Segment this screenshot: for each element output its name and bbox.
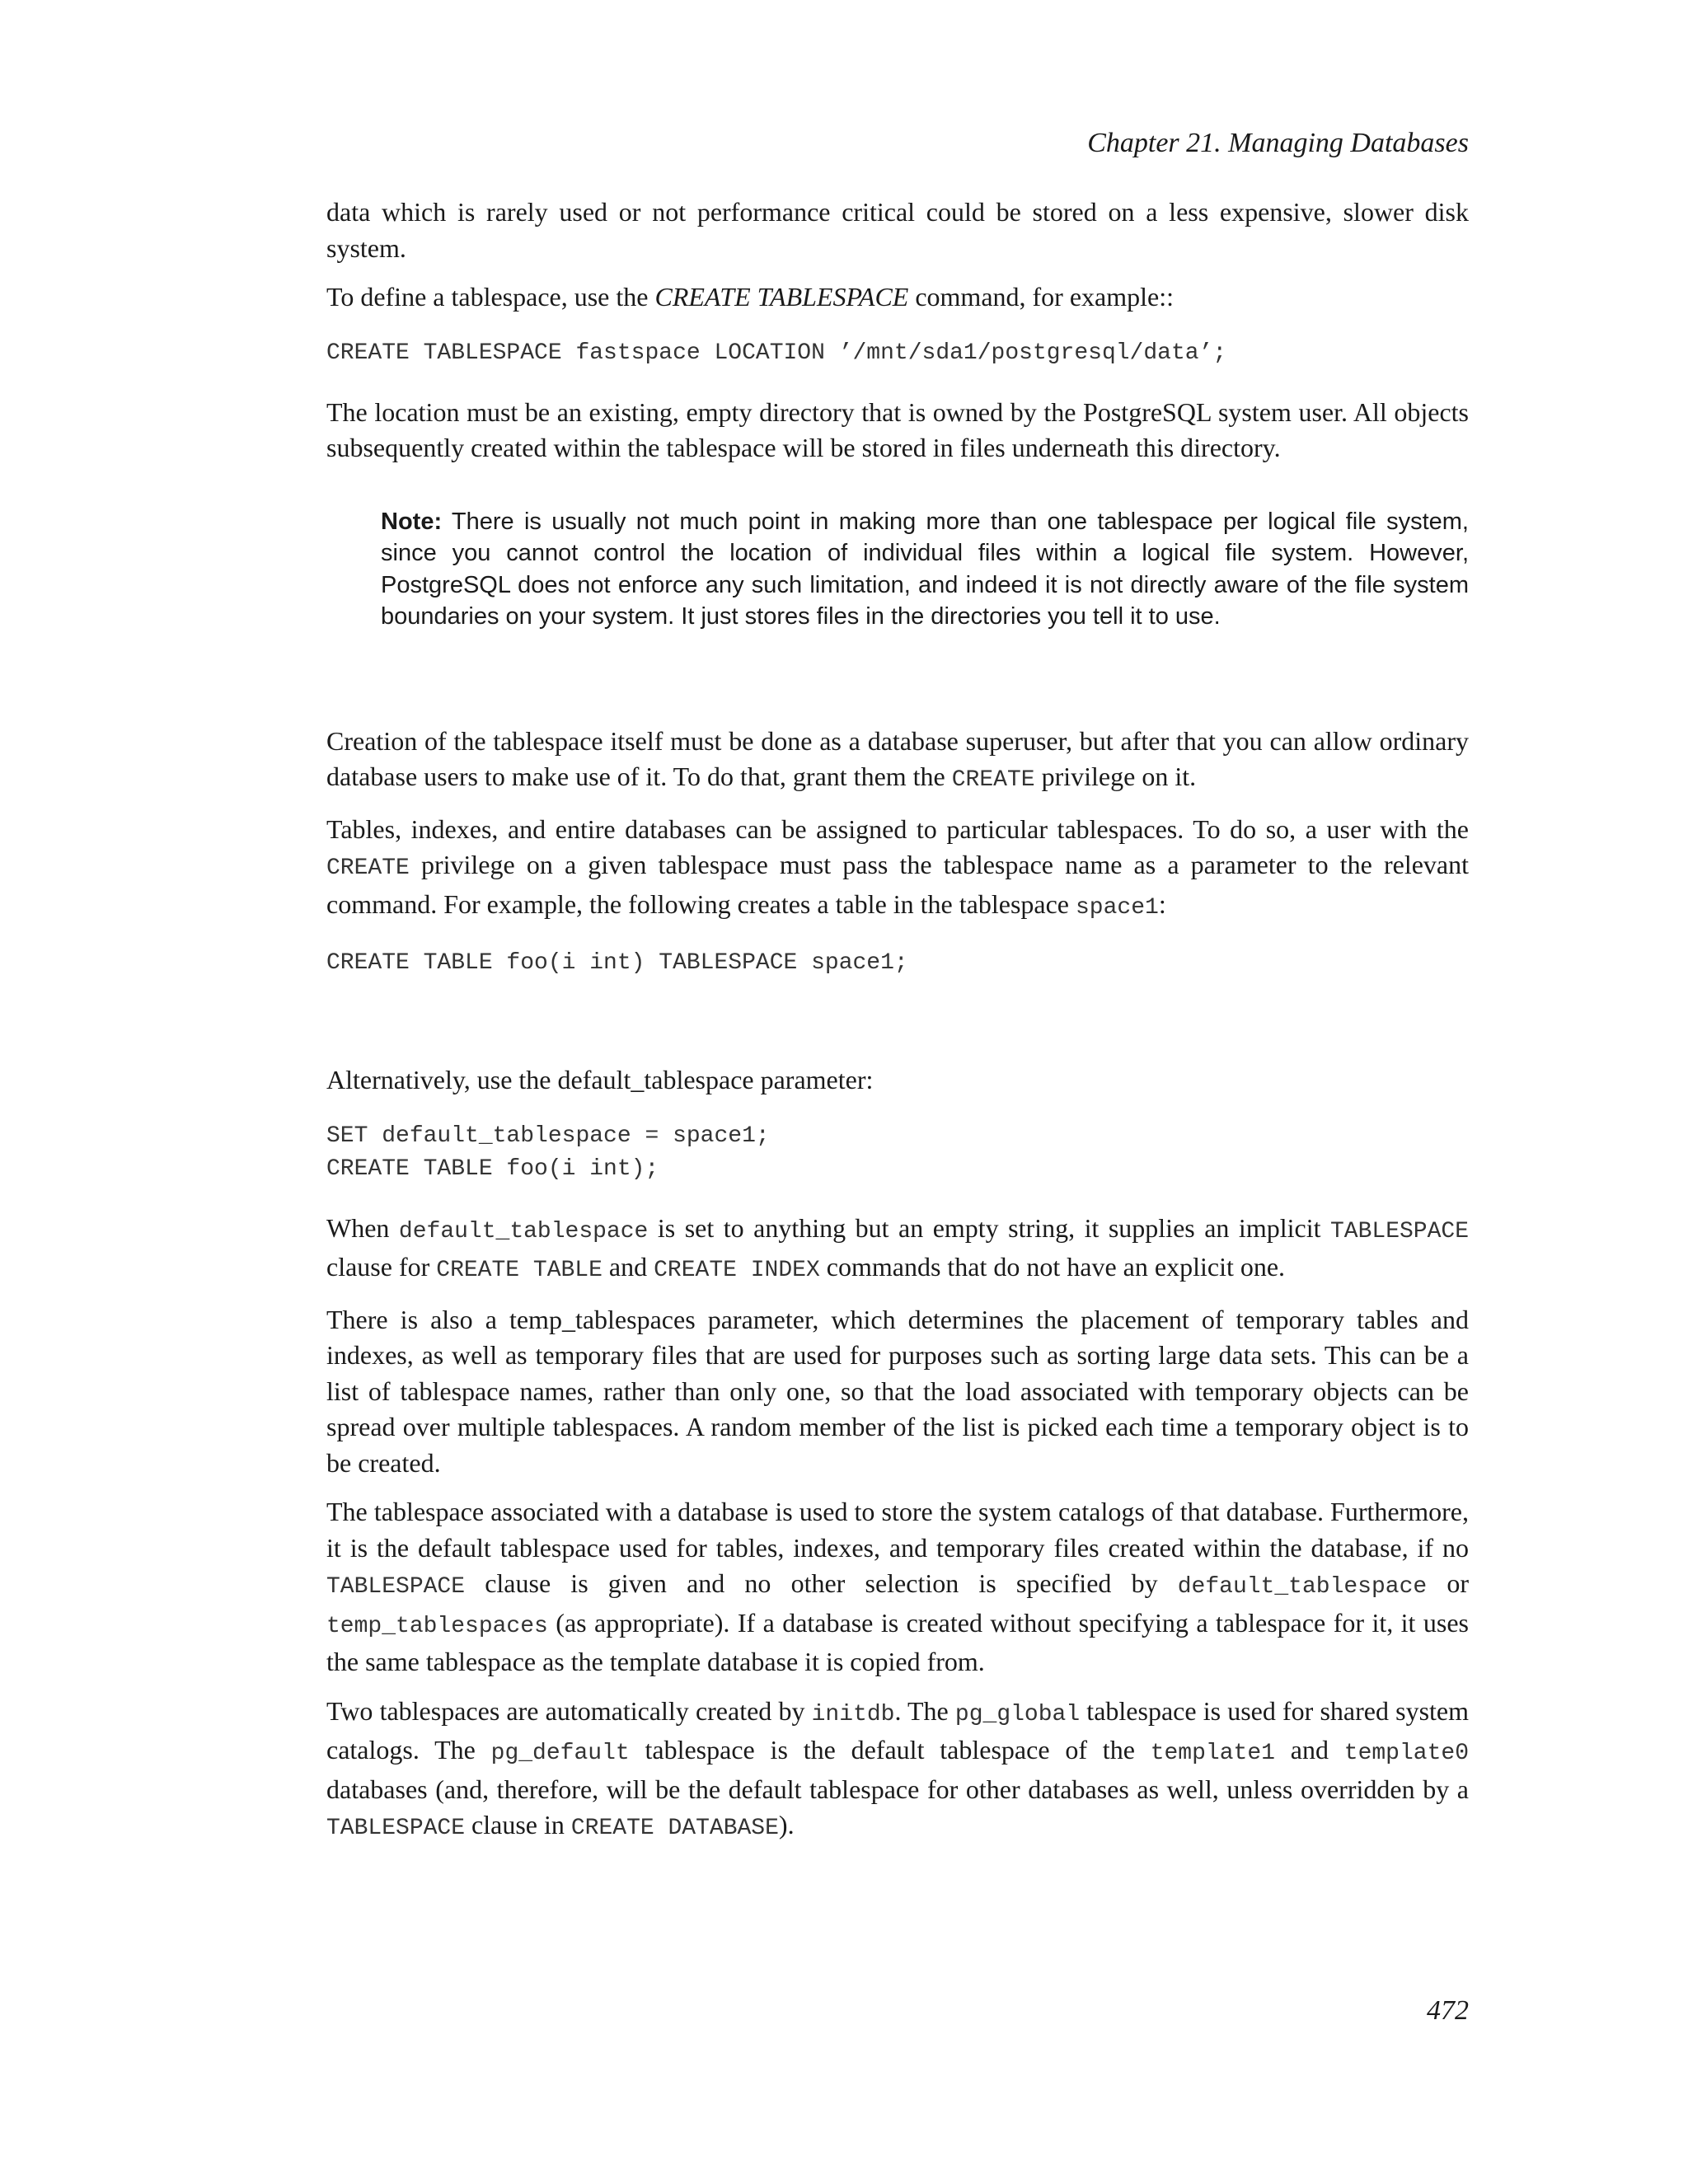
- text-run: databases (and, therefore, will be the default tablespace for other databases as well, unless overridden by a: [326, 1774, 1469, 1804]
- paragraph-superuser: [326, 724, 1469, 799]
- inline-code: default_tablespace: [398, 1218, 649, 1244]
- inline-code: template0: [1343, 1741, 1469, 1766]
- command-name: CREATE TABLESPACE: [654, 282, 909, 312]
- code-block-create-table: CREATE TABLE foo(i int) TABLESPACE space1;: [326, 950, 908, 976]
- inline-code: CREATE: [326, 855, 410, 881]
- text-run: The tablespace associated with a database is used to store the system catalogs of that database. Furthermore, it is the default tablespace used for tables, indexes, and temporary files created within the database, if no: [326, 1497, 1469, 1563]
- note-text: There is usually not much point in making more than one tablespace per logical file system, since you cannot control the location of individual files within a logical file system. However, PostgreSQL does not enforce any such limitation, and indeed it is not directly aware of the file system boundaries on your system. It just stores files in the directories you tell it to use.: [381, 508, 1469, 630]
- text-run: Two tablespaces are automatically created by: [326, 1695, 812, 1726]
- inline-code: TABLESPACE: [326, 1816, 466, 1841]
- text-run: and: [1274, 1735, 1344, 1765]
- paragraph-intro: data which is rarely used or not performance critical could be stored on a less expensive, slower disk system.: [326, 197, 1469, 263]
- inline-code: initdb: [811, 1701, 895, 1727]
- text-run: . The: [894, 1695, 955, 1726]
- text-run: Tables, indexes, and entire databases can be assigned to particular tablespaces. To do so, a user with the: [326, 813, 1469, 844]
- text-run: command, for example::: [908, 282, 1174, 312]
- paragraph-define-tablespace: [326, 279, 1469, 316]
- text-run: tablespace is used for shared system catalogs. The: [326, 1695, 1470, 1765]
- inline-code: template1: [1150, 1741, 1275, 1766]
- page-content: [326, 194, 1469, 1860]
- paragraph-default-tablespace: [326, 1211, 1469, 1289]
- page-number: 472: [1427, 1995, 1469, 2026]
- paragraph-alternatively: Alternatively, use the default_tablespace parameter:: [326, 1065, 874, 1094]
- paragraph-assign-tablespaces: [326, 812, 1469, 926]
- inline-code: pg_global: [954, 1701, 1081, 1727]
- spacer: [326, 633, 1469, 724]
- paragraph-database-tablespace: [326, 1494, 1469, 1680]
- code-block-set-default: SET default_tablespace = space1; CREATE TABLE foo(i int);: [326, 1122, 770, 1182]
- text-run: or: [1427, 1568, 1470, 1598]
- paragraph-initdb-tablespaces: [326, 1694, 1469, 1847]
- text-run: Creation of the tablespace itself must be done as a database superuser, but after that you can allow ordinary database users to make use of it. To do that, grant them the: [326, 725, 1469, 791]
- inline-code: TABLESPACE: [1329, 1218, 1470, 1244]
- text-run: clause for: [326, 1252, 437, 1282]
- inline-code: pg_default: [490, 1741, 630, 1766]
- inline-code: CREATE INDEX: [654, 1258, 820, 1283]
- inline-code: default_tablespace: [1177, 1574, 1428, 1600]
- text-run: tablespace is the default tablespace of the: [629, 1735, 1151, 1765]
- text-run: is set to anything but an empty string, it supplies an implicit: [648, 1212, 1330, 1243]
- text-run: and: [602, 1252, 654, 1282]
- inline-code: CREATE: [951, 767, 1035, 793]
- running-header: Chapter 21. Managing Databases: [1087, 128, 1469, 158]
- inline-code: TABLESPACE: [326, 1574, 466, 1600]
- text-run: clause in: [465, 1810, 571, 1840]
- spacer: [326, 1005, 1469, 1062]
- text-run: When: [326, 1212, 399, 1243]
- paragraph-temp-tablespaces: There is also a temp_tablespaces parameter, which determines the placement of temporary tables and indexes, as well as temporary files that are used for purposes such as sorting large data sets. This can be a list of tablespace names, rather than only one, so that the load associated with temporary objects can be spread over multiple tablespaces. A random member of the list is picked each time a temporary object is to be created.: [326, 1304, 1469, 1478]
- inline-code: space1: [1076, 894, 1159, 921]
- text-run: clause is given and no other selection is specified by: [465, 1568, 1178, 1598]
- paragraph-location: The location must be an existing, empty directory that is owned by the PostgreSQL system user. All objects subsequently created within the tablespace will be stored in files underneath this directory.: [326, 396, 1469, 462]
- inline-code: temp_tablespaces: [326, 1613, 548, 1639]
- inline-code: CREATE DATABASE: [570, 1816, 779, 1841]
- text-run: To define a tablespace, use the: [326, 282, 655, 312]
- text-run: (as appropriate). If a database is created without specifying a tablespace for it, it uses the same tablespace as the template database it is copied from.: [326, 1607, 1469, 1676]
- inline-code: CREATE TABLE: [436, 1258, 603, 1283]
- text-run: :: [1158, 888, 1166, 919]
- text-run: privilege on a given tablespace must pass the tablespace name as a parameter to the relevant command. For example, the following creates a table in the tablespace: [326, 850, 1469, 919]
- text-run: ).: [778, 1810, 795, 1840]
- note-label: Note:: [381, 508, 443, 535]
- text-run: privilege on it.: [1034, 762, 1197, 791]
- code-block-create-tablespace: CREATE TABLESPACE fastspace LOCATION ’/mnt/sda1/postgresql/data’;: [326, 340, 1227, 366]
- note-box: [381, 506, 1469, 633]
- text-run: commands that do not have an explicit one.: [819, 1252, 1286, 1282]
